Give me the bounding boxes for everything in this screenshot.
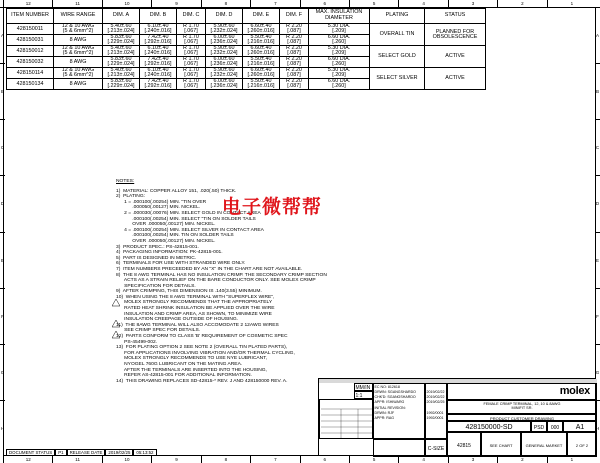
table-cell: 6.60±.40 [.260±.016] [243, 68, 280, 79]
ruler-mark: 10 [102, 456, 151, 463]
table-cell: 12 & 10 AWG (5 & 6mm^2) [54, 24, 103, 35]
column-header: DIM. F [280, 9, 309, 24]
column-header: DIM. B [140, 9, 177, 24]
column-header: DIM. C [177, 9, 206, 24]
appr-label: APPR: [374, 400, 386, 405]
status-cell: ACTIVE [425, 46, 486, 68]
ruler-letter: D [595, 175, 600, 231]
table-cell: R 2.20 [.087] [280, 35, 309, 46]
table-row [7, 68, 486, 79]
ruler-letter: B [595, 63, 600, 119]
table-cell: 6.60±.40 [.260±.016] [243, 24, 280, 35]
table-cell: R 2.20 [.087] [280, 57, 309, 68]
initial-rev-label: INITIAL REVISION: [374, 405, 406, 410]
ruler-mark: 9 [151, 456, 200, 463]
ruler-mark: 5 [349, 456, 398, 463]
ruler-mark: 10 [102, 0, 151, 7]
lower-left-cell [373, 439, 425, 457]
scale-cell: 1:1 [354, 391, 373, 399]
table-cell: 5.90±.60 [.232±.024] [206, 68, 243, 79]
cage-cell: 42815 [447, 432, 481, 457]
table-cell: R 1.70 [.067] [177, 46, 206, 57]
ruler-mark: 11 [52, 0, 101, 7]
ruler-mark: 12 [3, 0, 52, 7]
date-cell [425, 383, 447, 439]
drwn2-name: RJF [387, 410, 395, 415]
table-cell: 5.30 DIA. [.209] [309, 46, 370, 57]
plating-cell: SELECT GOLD [370, 46, 425, 68]
table-cell: 6.60 DIA. [.260] [309, 35, 370, 46]
note-line: 12) PARTS CONFORM TO CLASS 'B' REQUIREMENT OF COSMETIC SPEC [116, 334, 288, 340]
ec-no: 812618 [387, 384, 400, 389]
note-line: 2) PLATING: [116, 194, 145, 200]
note-line: AFTER THE TERMINALS ARE INSERTED INTO THE HOUSING, [116, 367, 267, 373]
doc-type: PSD [531, 421, 547, 432]
table-cell: 12 & 10 AWG (5 & 6mm^2) [54, 68, 103, 79]
ruler-mark: 6 [300, 0, 349, 7]
table-cell: R 1.70 [.067] [177, 68, 206, 79]
plating-cell: OVERALL TIN [370, 24, 425, 46]
chkd-label: CHK'D: [374, 395, 387, 400]
note-line: 11) THE 8AWG TERMINAL WILL ALSO ACCOMODATE 2 12AWG WIRES [116, 322, 279, 328]
note-line: SPECIFICATION FOR DETAILS. [116, 283, 196, 289]
chkd-date: 2019/02/22 [426, 395, 445, 400]
table-header-row [7, 9, 486, 24]
table-cell: R 2.20 [.087] [280, 79, 309, 90]
appr2-label: APPR: [374, 416, 386, 421]
approval-cell [373, 383, 425, 439]
release-date: 2019/02/25 [105, 449, 133, 456]
watermark-text: 电子微帮帮 [222, 196, 323, 218]
ruler-letter: F [595, 288, 600, 344]
note-line: 13) FOR PLATING OPTION 2 SEE NOTE 2 (OVERALL TIN PLATED PARTS), [116, 345, 288, 351]
ruler-mark: 12 [3, 456, 52, 463]
note-line: 6) TERMINALS FOR USE WITH STRANDED WIRE ONLY. [116, 261, 246, 267]
doc-status-label: DOCUMENT STATUS [6, 449, 55, 456]
doc-part: 000 [547, 421, 563, 432]
table-cell: R 1.70 [.067] [177, 79, 206, 90]
ruler-mark: 9 [151, 0, 200, 7]
table-cell: 5.83±.60 [.229±.024] [103, 57, 140, 68]
logo-cell [447, 383, 597, 400]
sheet-cell: 2 OF 2 [567, 432, 597, 457]
ruler-letter: A [595, 7, 600, 63]
market-cell: GENERAL MARKET [521, 432, 567, 457]
table-cell: 6.00±.60 [.236±.024] [206, 35, 243, 46]
ruler-mark: 1 [547, 456, 596, 463]
appr-date: 2019/02/25 [426, 400, 445, 405]
column-header: STATUS [425, 9, 486, 24]
table-cell: 12 & 10 AWG (5 & 6mm^2) [54, 46, 103, 57]
ruler-letter: B [0, 63, 5, 119]
flag-icon [112, 299, 120, 306]
note-line: .000100(.00254) MIN. TIN ON SOLDER TAILS [116, 233, 234, 239]
drwn-label: DRWN: [374, 389, 387, 394]
note-line: 8) THE 8 AWG TERMINAL HAS NO INSULATION CRIMP. THE SECONDARY CRIMP SECTION [116, 272, 327, 278]
note-line: OVER .000050(.00127) MIN. NICKEL. [116, 238, 216, 244]
sheet-ref-cell: SEE CHART [481, 432, 521, 457]
product-label: PRODUCT CUSTOMER DRAWING [447, 414, 597, 421]
note-line: MOLEX STRONGLY RECOMMENDS THAT THE APPROPRIATELY [116, 300, 273, 306]
table-cell: 428150011 [7, 24, 54, 35]
table-cell: 5.83±.60 [.229±.024] [103, 79, 140, 90]
ruler-mark: 3 [448, 0, 497, 7]
drwn-date: 2019/02/22 [426, 389, 445, 394]
ruler-mark: 3 [448, 456, 497, 463]
release-label: RELEASE DATE [67, 449, 106, 456]
table-cell: 428150134 [7, 79, 54, 90]
column-header: DIM. E [243, 9, 280, 24]
table-cell: R 1.70 [.067] [177, 24, 206, 35]
appr-name: ISHIWARG [386, 400, 405, 405]
bottom-ruler [3, 456, 596, 463]
column-header: DIM. D [206, 9, 243, 24]
note-line: RATED HEAT SHRINK INSULATION BE APPLIED OVER THE WIRE [116, 306, 275, 312]
note-flag-markers [112, 298, 120, 358]
note-line: SEE CRIMP SPEC FOR DETAILS. [116, 328, 201, 334]
ruler-letter: H [0, 400, 5, 456]
table-cell: 6.10±.40 [.240±.016] [140, 24, 177, 35]
drwn2-label: DRWN: [374, 410, 387, 415]
note-line: 1) MATERIAL: COPPER ALLOY 151, .020(.50) THICK. [116, 188, 237, 194]
status-cell: PLANNED FOR OBSOLESCENCE [425, 24, 486, 46]
ruler-mark: 11 [52, 456, 101, 463]
ruler-mark: 2 [497, 456, 546, 463]
doc-status: P1 [55, 449, 66, 456]
table-row [7, 24, 486, 35]
table-cell: R 1.70 [.067] [177, 57, 206, 68]
table-cell: 6.00±.60 [.236±.024] [206, 79, 243, 90]
tolerance-grid [319, 399, 373, 439]
drawing-title: FEMALE CRIMP TERMINAL, 12, 10 & 8AWG MINIFIT SR. [447, 400, 597, 414]
ruler-mark: 7 [250, 456, 299, 463]
table-cell: 7.42±.40 [.292±.016] [140, 79, 177, 90]
table-cell: 428150032 [7, 57, 54, 68]
note-line: PS-45499-002. [116, 339, 158, 345]
drwn2-date: 1992/0001 [426, 410, 444, 415]
item-chart-table [6, 8, 486, 90]
table-cell: 6.00±.60 [.236±.024] [206, 57, 243, 68]
note-line: FOR APPLICATIONS INVOLVING VIBRATION AND/OR THERMAL CYCLING, [116, 350, 295, 356]
table-cell: 7.42±.40 [.292±.016] [140, 35, 177, 46]
ruler-mark: 6 [300, 456, 349, 463]
appr2-name: RAG [386, 416, 395, 421]
note-line: INSULATION AND CRIMP AREA, AS SHOWN, TO MINIMIZE WIRE [116, 311, 272, 317]
top-ruler [3, 0, 596, 7]
table-cell: 8 AWG [54, 35, 103, 46]
table-cell: 6.60±.40 [.260±.016] [243, 46, 280, 57]
table-cell: 6.60 DIA. [.260] [309, 79, 370, 90]
note-line: ACTS AS A STRAIN RELIEF ON THE BARE CONDUCTOR ONLY. SEE MOLEX CRIMP [116, 278, 316, 284]
ruler-letter: C [595, 119, 600, 175]
column-header: WIRE RANGE [54, 9, 103, 24]
table-cell: 5.90±.60 [.232±.024] [206, 24, 243, 35]
appr2-date: 1992/0001 [426, 416, 444, 421]
table-cell: 428150031 [7, 35, 54, 46]
table-cell: R 1.70 [.067] [177, 35, 206, 46]
table-row [7, 46, 486, 57]
table-cell: 7.42±.40 [.292±.016] [140, 57, 177, 68]
drwn-name: SGANGSHARDO [387, 389, 416, 394]
ruler-letter: A [0, 7, 5, 63]
column-header: MAX. INSULATION DIAMETER [309, 9, 370, 24]
ruler-letter: F [0, 288, 5, 344]
table-cell: 5.50±.40 [.216±.016] [243, 35, 280, 46]
ruler-mark: 2 [497, 0, 546, 7]
flag-icon [112, 331, 120, 338]
title-block [318, 378, 596, 456]
note-line: OVER .000050(.00127) MIN. NICKEL. [116, 222, 216, 228]
plating-cell: SELECT SILVER [370, 68, 425, 90]
table-cell: R 2.20 [.087] [280, 24, 309, 35]
tolerance-grid-lines [321, 401, 374, 440]
revision: A1 [563, 421, 597, 432]
ruler-letter: G [0, 344, 5, 400]
document-status-bar [6, 449, 157, 456]
note-line: 1 = .000100(.00254) MIN. "TIN OVER [116, 199, 207, 205]
table-cell: 428150012 [7, 46, 54, 57]
table-cell: R 2.20 [.087] [280, 68, 309, 79]
table-cell: R 2.20 [.087] [280, 46, 309, 57]
note-line: 5) PART IS DESIGNED IN METRIC. [116, 255, 197, 261]
note-line: 7) ITEM NUMBERS PRECEEDED BY AN "X" IN THE CHART ARE NOT AVAILABLE. [116, 266, 303, 272]
table-cell: 5.40±.60 [.213±.024] [103, 24, 140, 35]
note-line: 3) PRODUCT SPEC.: PS-42815-001. [116, 244, 199, 250]
ruler-mark: 7 [250, 0, 299, 7]
ruler-mark: 8 [201, 456, 250, 463]
column-header: DIM. A [103, 9, 140, 24]
molex-logo: molex [559, 384, 590, 397]
chkd-name: SGANGSHARDO [387, 395, 416, 400]
note-line: .000050(.00127) MIN. NICKEL. [116, 205, 201, 211]
note-line: INSULATION CREEPAGE OUTSIDE OF HOUSING. [116, 317, 239, 323]
ruler-mark: 8 [201, 0, 250, 7]
table-cell: 5.50±.40 [.216±.016] [243, 79, 280, 90]
ruler-mark: 4 [398, 0, 447, 7]
note-line: 9) AFTER CRIMPING, THIS DIMENSION IS .140(3.55) MINIMUM. [116, 289, 262, 295]
note-line: 10) WHEN USING THE 8 AWG TERMINAL WITH "SUPERFLEX WIRE", [116, 294, 275, 300]
column-header: ITEM NUMBER [7, 9, 54, 24]
table-cell: 428150114 [7, 68, 54, 79]
column-header: PLATING [370, 9, 425, 24]
flag-icon [112, 320, 120, 327]
notes-title: NOTES: [116, 179, 135, 184]
table-cell: 6.10±.40 [.240±.016] [140, 68, 177, 79]
ruler-mark: 4 [398, 456, 447, 463]
release-time: 05:13:52 [133, 449, 156, 456]
table-cell: 6.10±.40 [.240±.016] [140, 46, 177, 57]
note-line: MOLEX STRONGLY RECOMMENDS TO USE NYE LUBRICANT, [116, 356, 268, 362]
table-cell: 8 AWG [54, 57, 103, 68]
ruler-letter: C [0, 119, 5, 175]
note-line: 2 = .000030(.00076) MIN. SELECT GOLD IN CONTACT AREA [116, 210, 261, 216]
ruler-letter: E [595, 232, 600, 288]
note-line: 4 = .000100(.00254) MIN. SELECT SILVER IN CONTACT AREA [116, 227, 264, 233]
table-cell: 5.40±.60 [.213±.024] [103, 46, 140, 57]
note-line: REFER AS-42815-001 FOR ADDITIONAL INFORMATION. [116, 373, 252, 379]
ruler-mark: 1 [547, 0, 596, 7]
units-cell: MM/IN [354, 383, 373, 391]
note-line: 14) THIS DRAWING REPLACES SD-42815-* REV. J AND 428150000 REV. A. [116, 378, 288, 384]
note-line: .000100(.00254) MIN. SELECT "TIN ON SOLDER TAILS [116, 216, 256, 222]
ec-no-label: EC NO: [374, 384, 387, 389]
note-line: NYOGEL 760G LUBRICANT ON THE MATING AREA. [116, 362, 243, 367]
note-line: 4) PACKAGING INFORMATION: PK-42815-001. [116, 250, 223, 256]
ruler-letter: E [0, 232, 5, 288]
ruler-letter: G [595, 344, 600, 400]
ruler-letter: H [595, 400, 600, 456]
size-cell: C-SIZE [425, 439, 447, 457]
table-cell: 5.30 DIA. [.209] [309, 24, 370, 35]
table-cell: 5.90±.60 [.232±.024] [206, 46, 243, 57]
status-cell: ACTIVE [425, 68, 486, 90]
table-cell: 5.30 DIA. [.209] [309, 68, 370, 79]
table-cell: 5.50±.40 [.216±.016] [243, 57, 280, 68]
ruler-letter: D [0, 175, 5, 231]
table-cell: 5.40±.60 [.213±.024] [103, 68, 140, 79]
table-cell: 8 AWG [54, 79, 103, 90]
table-cell: 5.83±.60 [.229±.024] [103, 35, 140, 46]
ruler-mark: 5 [349, 0, 398, 7]
document-number: 428150000-SD [447, 421, 531, 432]
table-cell: 6.60 DIA. [.260] [309, 57, 370, 68]
